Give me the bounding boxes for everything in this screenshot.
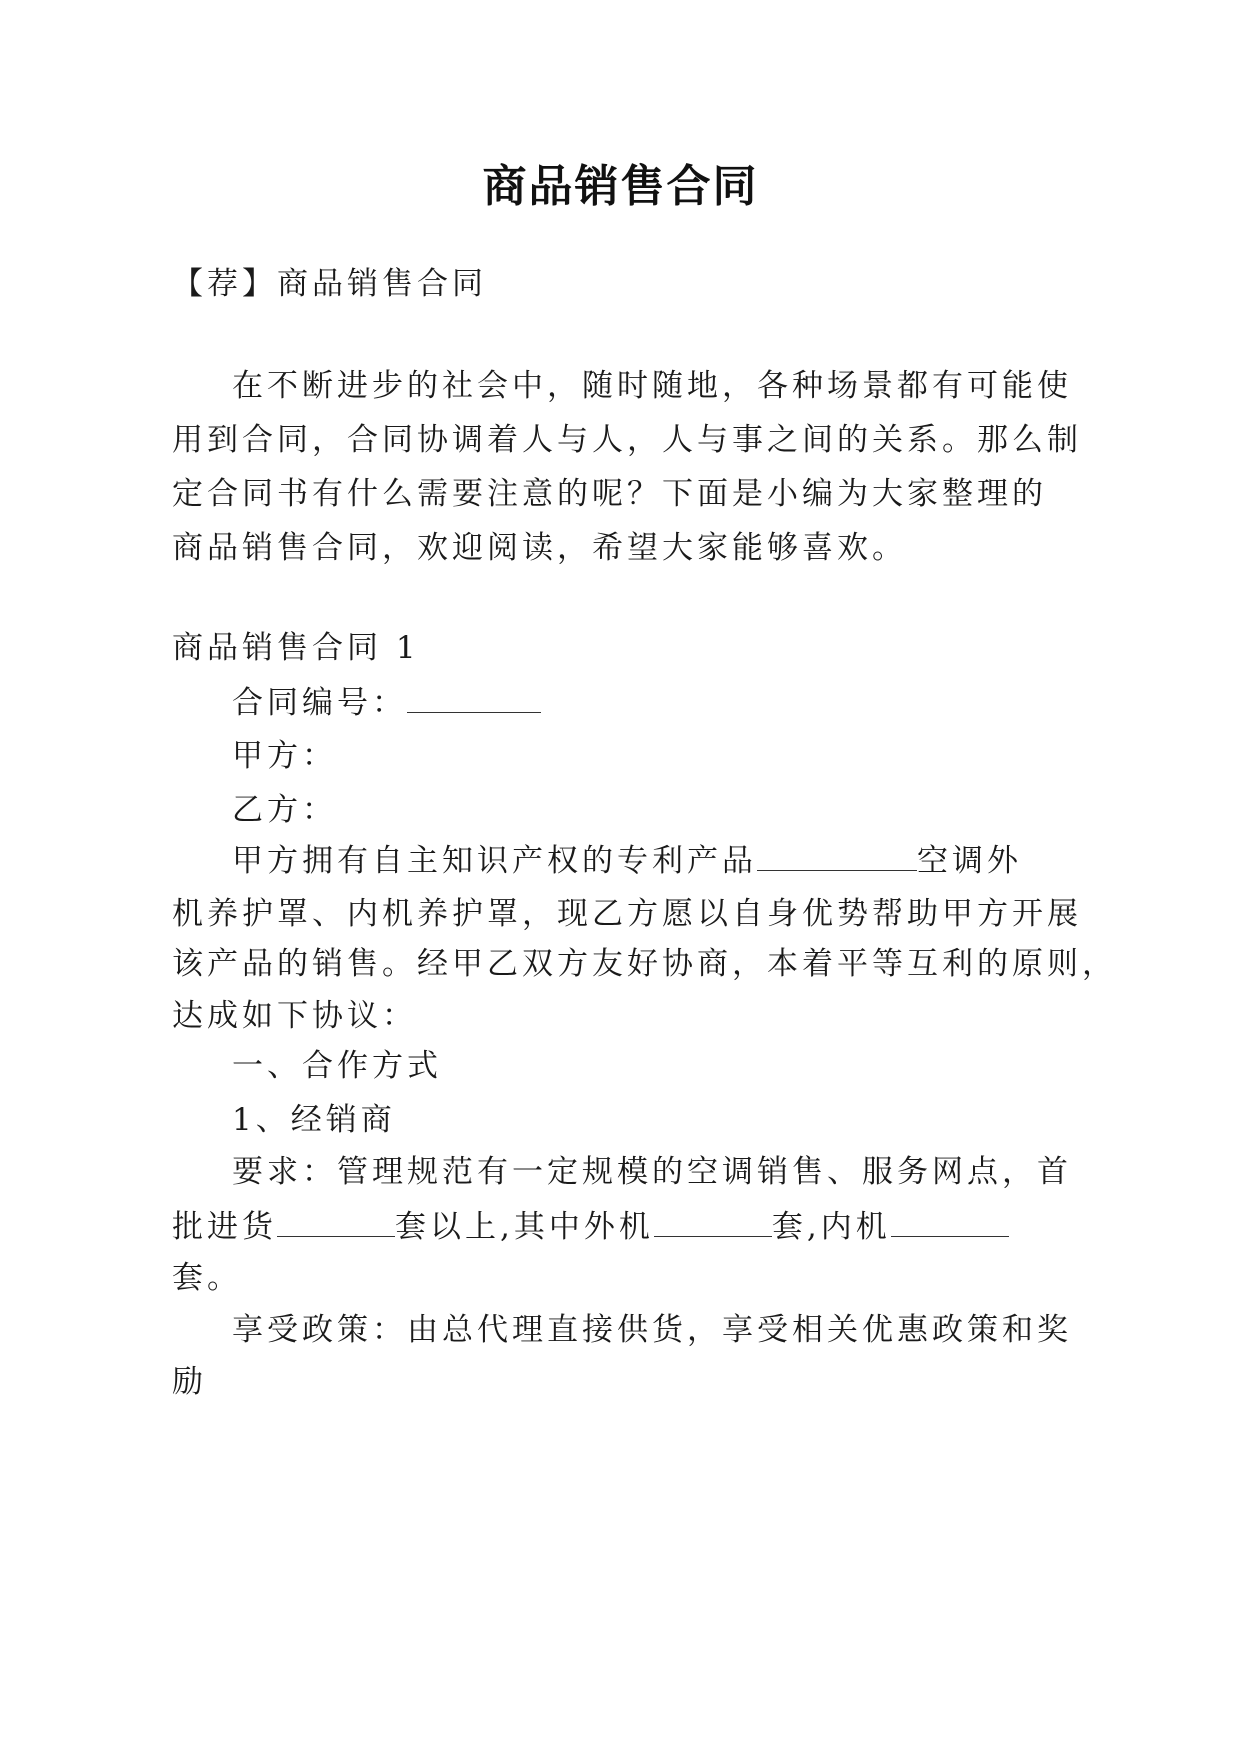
requirement-text-a: 批进货: [172, 1209, 277, 1245]
indoor-unit-blank: [891, 1206, 1009, 1237]
document-title: 商品销售合同: [482, 161, 759, 212]
section-heading: 商品销售合同 1: [172, 630, 420, 666]
intro-line-2: 用到合同，合同协调着人与人，人与事之间的关系。那么制: [172, 422, 1082, 458]
intro-line-3: 定合同书有什么需要注意的呢？下面是小编为大家整理的: [172, 476, 1047, 512]
para-1-line-2: 机养护罩、内机养护罩，现乙方愿以自身优势帮助甲方开展: [172, 896, 1082, 932]
outdoor-unit-blank: [654, 1206, 772, 1237]
party-b-line: 乙方：: [232, 792, 337, 828]
product-blank: [757, 840, 917, 871]
contract-number-label: 合同编号：: [232, 685, 407, 721]
heading-dealer: 1、经销商: [232, 1102, 396, 1138]
para-1-line-3: 该产品的销售。经甲乙双方友好协商，本着平等互利的原则，: [172, 946, 1117, 982]
intro-line-1: 在不断进步的社会中，随时随地，各种场景都有可能使: [232, 368, 1072, 404]
requirement-line-1: 要求：管理规范有一定规模的空调销售、服务网点，首: [232, 1154, 1072, 1190]
requirement-text-b: 套以上,其中外机: [395, 1209, 654, 1245]
contract-number-blank: [407, 682, 541, 713]
intro-line-4: 商品销售合同，欢迎阅读，希望大家能够喜欢。: [172, 530, 907, 566]
requirement-line-3: 套。: [172, 1260, 242, 1296]
para-1-text-b: 空调外: [917, 843, 1022, 879]
party-a-line: 甲方：: [232, 738, 337, 774]
policy-line-1: 享受政策：由总代理直接供货，享受相关优惠政策和奖: [232, 1312, 1072, 1348]
requirement-line-2: [172, 1206, 1009, 1247]
policy-line-2: 励: [172, 1364, 207, 1400]
requirement-text-c: 套,内机: [771, 1209, 891, 1245]
para-1-line-1: [232, 840, 1022, 881]
heading-cooperation: 一、合作方式: [232, 1048, 442, 1084]
para-1-text-a: 甲方拥有自主知识产权的专利产品: [232, 843, 757, 879]
contract-number-line: [232, 682, 541, 723]
recommend-line: 【荐】商品销售合同: [172, 266, 487, 302]
first-order-blank: [277, 1206, 395, 1237]
para-1-line-4: 达成如下协议：: [172, 998, 417, 1034]
